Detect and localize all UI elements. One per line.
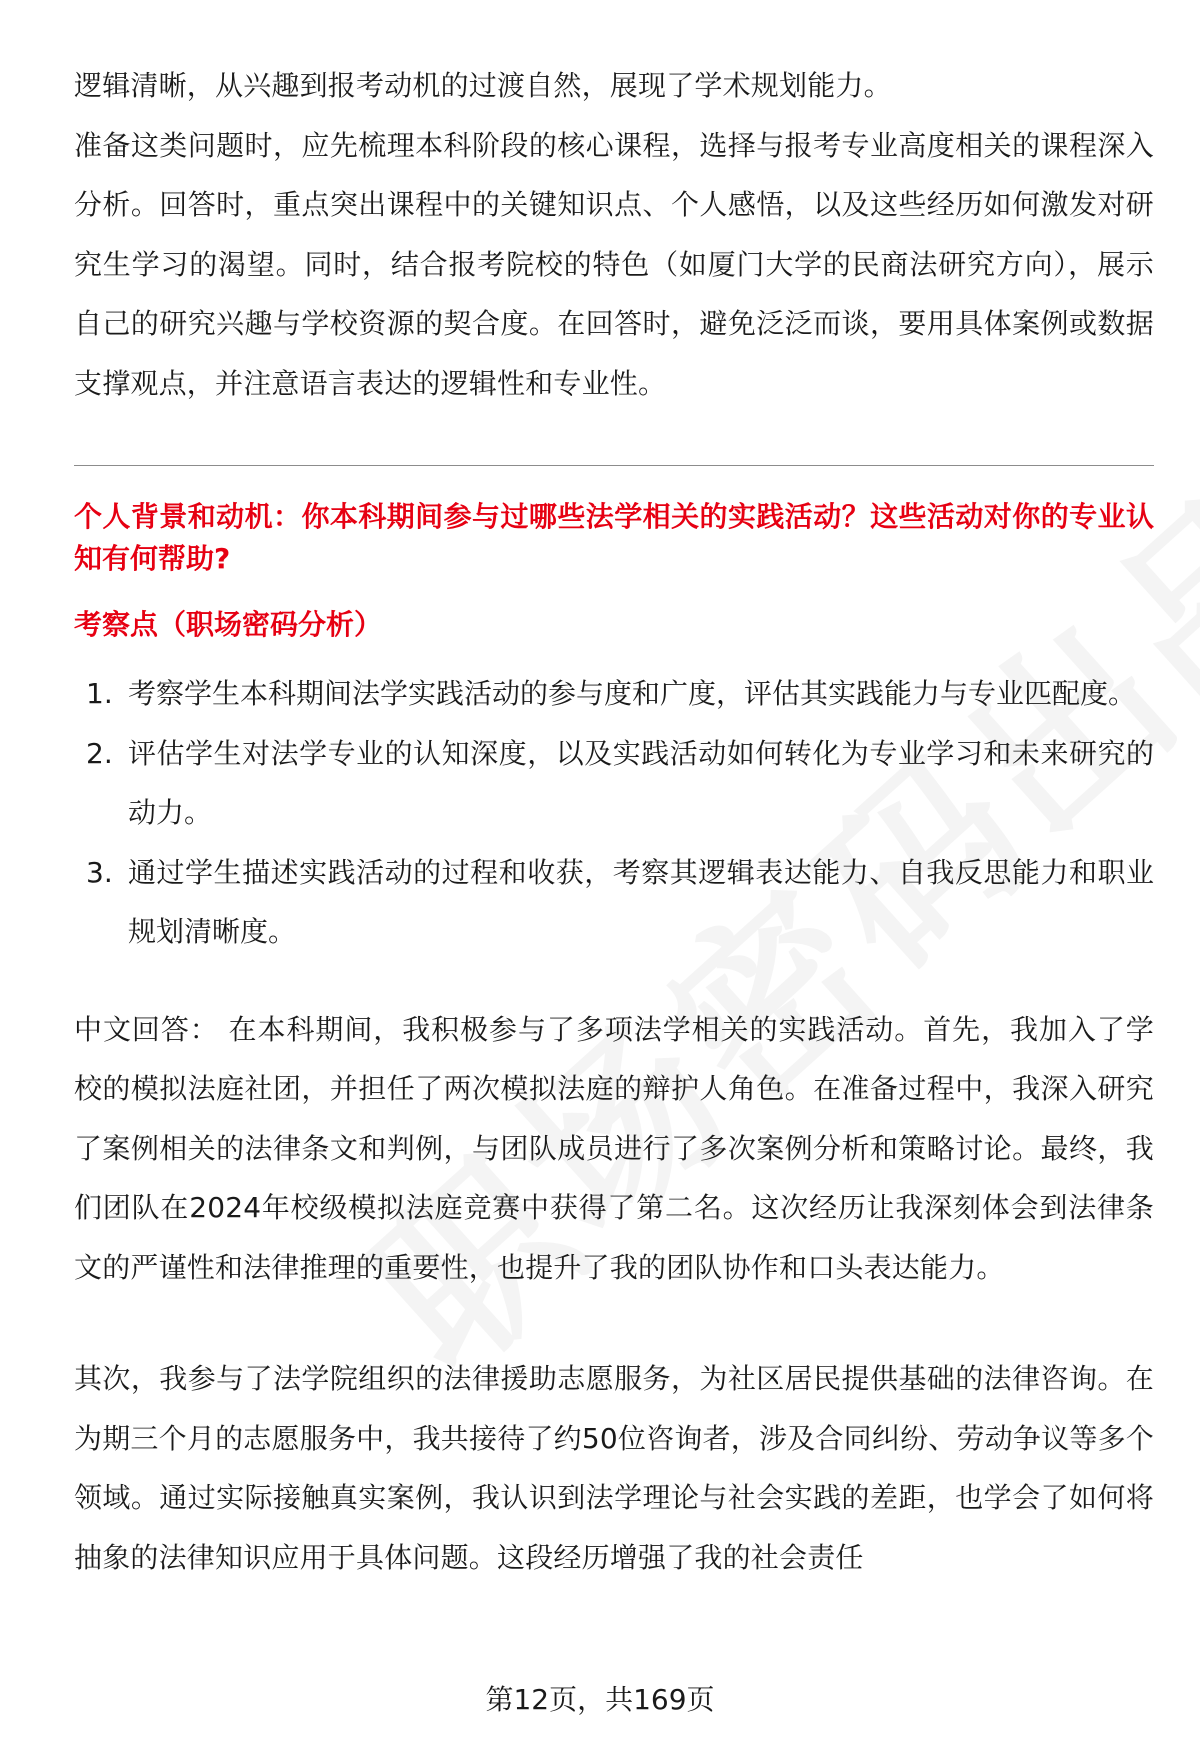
page-footer: 第12页，共169页 bbox=[485, 1683, 715, 1716]
page-content bbox=[74, 56, 1154, 1587]
list-item bbox=[74, 843, 1154, 962]
list-item bbox=[74, 664, 1154, 724]
list-item bbox=[74, 724, 1154, 843]
list-item-text: 考察学生本科期间法学实践活动的参与度和广度，评估其实践能力与专业匹配度。 bbox=[128, 677, 1137, 710]
answer-paragraph-2: 其次，我参与了法学院组织的法律援助志愿服务，为社区居民提供基础的法律咨询。在为期三个月的志愿服务中，我共接待了约50位咨询者，涉及合同纠纷、劳动争议等多个领域。通过实际接触真实案例，我认识到法学理论与社会实践的差距，也学会了如何将抽象的法律知识应用于具体问题。这段经历增强了我的社会责任 bbox=[74, 1362, 1154, 1574]
answer-paragraph-1: 中文回答： 在本科期间，我积极参与了多项法学相关的实践活动。首先，我加入了学校的模拟法庭社团，并担任了两次模拟法庭的辩护人角色。在准备过程中，我深入研究了案例相关的法律条文和判例，与团队成员进行了多次案例分析和策略讨论。最终，我们团队在2024年校级模拟法庭竞赛中获得了第二名。这次经历让我深刻体会到法律条文的严谨性和法律推理的重要性，也提升了我的团队协作和口头表达能力。 bbox=[74, 1012, 1154, 1284]
list-item-number: 2. bbox=[86, 736, 113, 770]
list-item-number: 3. bbox=[86, 855, 113, 889]
assessment-points-list bbox=[74, 664, 1154, 962]
intro-paragraph-2: 准备这类问题时，应先梳理本科阶段的核心课程，选择与报考专业高度相关的课程深入分析。回答时，重点突出课程中的关键知识点、个人感悟，以及这些经历如何激发对研究生学习的渴望。同时，结合报考院校的特色（如厦门大学的民商法研究方向），展示自己的研究兴趣与学校资源的契合度。在回答时，避免泛泛而谈，要用具体案例或数据支撑观点，并注意语言表达的逻辑性和专业性。 bbox=[74, 128, 1154, 400]
list-item-number: 1. bbox=[86, 677, 113, 710]
section-title: 考察点（职场密码分析） bbox=[74, 608, 383, 641]
list-item-text: 通过学生描述实践活动的过程和收获，考察其逻辑表达能力、自我反思能力和职业规划清晰度。 bbox=[128, 855, 1154, 948]
question-heading: 个人背景和动机：你本科期间参与过哪些法学相关的实践活动？这些活动对你的专业认知有何帮助? bbox=[74, 500, 1154, 575]
list-item-text: 评估学生对法学专业的认知深度，以及实践活动如何转化为专业学习和未来研究的动力。 bbox=[128, 736, 1154, 829]
intro-paragraph-1: 逻辑清晰，从兴趣到报考动机的过渡自然，展现了学术规划能力。 bbox=[74, 69, 892, 102]
section-divider bbox=[74, 465, 1154, 466]
